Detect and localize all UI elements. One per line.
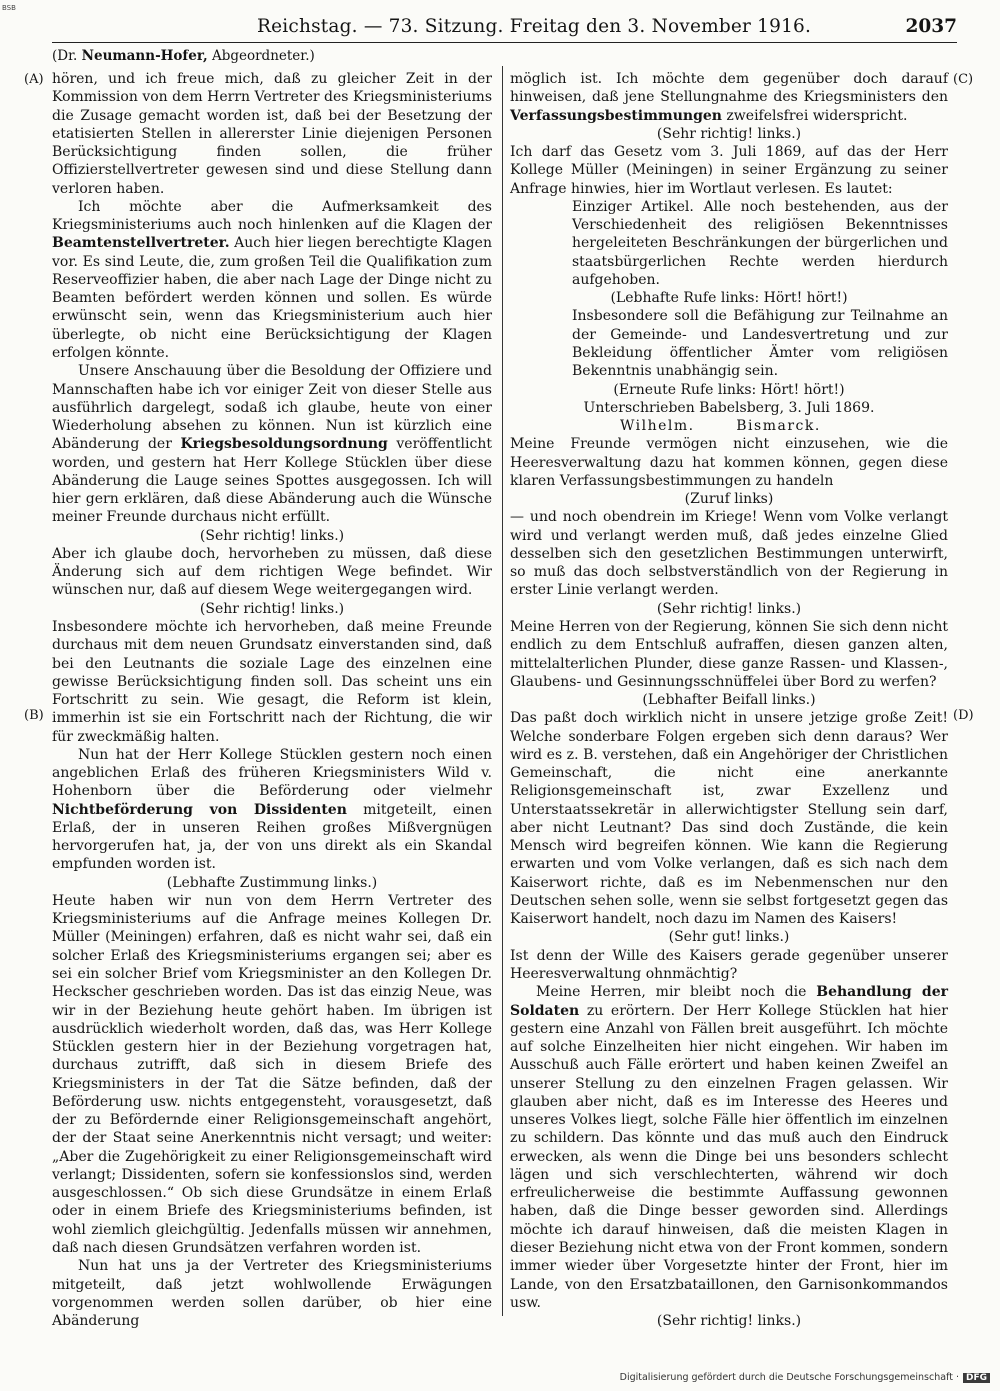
bold-term: Beamtenstellvertreter. — [52, 235, 230, 252]
interjection: (Sehr gut! links.) — [668, 929, 790, 946]
paragraph: Ich darf das Gesetz vom 3. Juli 1869, auf das der Herr Kollege Müller (Meiningen) in seiner Ergänzung zu seiner Anfrage hinwies, hier im Wortlaut verlesen. Es lautet: — [510, 144, 948, 197]
header-title: Reichstag. — 73. Sitzung. Freitag den 3. November 1916. — [257, 16, 812, 37]
paragraph: Meine Herren, mir bleibt noch die Behandlung der Soldaten zu erörtern. Der Herr Kollege Stücklen hat hier gestern eine Anzahl von Fällen breit ausgeführt. Ich möchte auf solche Einzelheiten hier nicht eingehen. Wir haben im Ausschuß auch Fälle erörtert und haben keinen Zweifel an unserer Stellung zu den einzelnen Fragen gelassen. Wir glauben aber nicht, daß es im Interesse des Heeres und unseres Volkes liegt, solche Fälle hier öffentlich im einzelnen zu schildern. Das könnte und das muß auch den Eindruck erwecken, als wenn die Dinge bei uns besonders schlecht lägen und sich verschlechterten, während wir doch erfreulicherweise die bestimmte Auffassung gewonnen haben, daß die Dinge besser geworden sind. Allerdings möchte ich darauf hinweisen, daß die meisten Klagen in dieser Beziehung nicht etwa von der Front kommen, sondern immer wieder über Vorgesetzte hinter der Front, hier im Lande, von den Ersatzbataillonen, den Garnisonkommandos usw. — [510, 984, 948, 1311]
interjection: (Sehr richtig! links.) — [656, 125, 802, 142]
running-header — [52, 16, 957, 43]
paragraph: Heute haben wir nun von dem Herrn Vertreter des Kriegsministeriums auf die Anfrage meines Kollegen Dr. Müller (Meiningen) erfahren, daß es nicht wahr sei, daß ein solcher Erlaß des Kriegsministeriums ergangen sei; aber es sei ein solcher Brief vom Kriegsminister an den Kollegen Dr. Heckscher geschrieben worden. Das ist das einzig Neue, was wir in der Beziehung heute gehört haben. Im übrigen ist ausdrücklich wiederholt worden, daß das, was Herr Kollege Stücklen gestern hier in der Beziehung vorgetragen hat, durchaus zutrifft, daß sich in diesem Briefe des Kriegsministers in der Tat die Sätze befinden, daß der Beförderung usw. nichts entgegensteht, vorausgesetzt, daß der zu Befördernde einer Religionsgemeinschaft angehört, der der Staat seine Anerkenntnis nicht versagt; und weiter: „Aber die Zugehörigkeit zu einer Religionsgemeinschaft wird verlangt; Dissidenten, sofern sie konfessionslos sind, werden ausgeschlossen.“ Ob sich diese Grundsätze in einem Erlaß oder in einem Briefe des Kriegsministeriums befinden, ist wohl ziemlich gleichgültig. Jedenfalls müssen wir annehmen, daß nach diesen Grundsätzen verfahren worden ist. — [52, 892, 492, 1256]
paragraph: Nun hat uns ja der Vertreter des Kriegsministeriums mitgeteilt, daß jetzt wohlwollende Erwägungen vorgenommen werden sollen darüber, ob hier eine Abänderung — [52, 1258, 492, 1330]
paragraph: Nun hat der Herr Kollege Stücklen gestern noch einen angeblichen Erlaß des früheren Kriegsministers Wild v. Hohenborn über die Beförderung oder vielmehr Nichtbeförderung von Dissidenten mitgeteilt, einen Erlaß, der in unseren Reihen großes Mißvergnügen hervorgerufen hat, ja, der von uns direkt als ein Skandal empfunden worden ist. — [52, 746, 492, 873]
interjection: (Lebhafte Rufe links: Hört! hört!) — [610, 290, 848, 307]
interjection: (Sehr richtig! links.) — [656, 1313, 802, 1330]
paragraph: Das paßt doch wirklich nicht in unsere jetzige große Zeit! Welche sonderbare Folgen ergeben sich denn daraus? Wer wird es z. B. verstehen, daß ein Angehöriger der Christlichen Gemeinschaft, die nicht eine anerkannte Religionsgemeinschaft ist, zwar Exzellenz und Unterstaatssekretär in allerwichtigster Stellung sein darf, aber nicht Leutnant? Das sind doch Zustände, die kein Mensch wird begreifen können. Wie kann die Regierung erwarten und vom Volke verlangen, daß es sich nach dem Kaiserwort richte, daß es im Nebenmenschen nur den Deutschen sehen solle, wenn sie selbst fortgesetzt gegen das Kaiserwort handelt, noch dazu im Namen des Kaisers! — [510, 710, 948, 928]
interjection: (Sehr richtig! links.) — [199, 527, 345, 544]
paragraph: Ich möchte aber die Aufmerksamkeit des Kriegsministeriums auch noch hinlenken auf die Klagen der Beamtenstellvertreter. Auch hier liegen berechtigte Klagen vor. Es sind Leute, die, zum großen Teil die Qualifikation zum Reserveoffizier haben, die aber nach Lage der Dinge nicht zu Beamten befördert werden können und sollen. Es würde erwünscht sein, wenn das Kriegsministerium auch hier überlegte, ob nicht eine Berücksichtigung der Klagen erfolgen könnte. — [52, 198, 492, 361]
bold-term: Verfassungsbestimmungen — [510, 107, 722, 124]
bold-term: Behandlung der Soldaten — [510, 984, 948, 1019]
interjection: (Lebhafter Beifall links.) — [642, 692, 816, 709]
margin-mark-d: (D) — [953, 708, 974, 723]
interjection: (Sehr richtig! links.) — [656, 600, 802, 617]
paragraph: Unsere Anschauung über die Besoldung der Offiziere und Mannschaften habe ich vor einiger Zeit von dieser Stelle aus ausführlich dargelegt, sodaß ich glaube, heute von einer Wiederholung absehen zu können. Nun ist kürzlich eine Abänderung der Kriegsbesoldungsordnung veröffentlicht worden, und gestern hat Herr Kollege Stücklen über diese Abänderung die Lauge seines Spottes ausgegossen. Ich will hier gern erklären, daß diese Abänderung auch die Wünsche meiner Freunde durchaus nicht erfüllt. — [52, 363, 492, 526]
page-number: 2037 — [905, 16, 957, 37]
signature-names: Wilhelm. Bismarck. — [620, 418, 821, 435]
signature-date: Unterschrieben Babelsberg, 3. Juli 1869. — [583, 399, 875, 416]
right-column — [510, 70, 948, 1330]
footer-text: Digitalisierung gefördert durch die Deutsche Forschungsgemeinschaft · — [619, 1372, 959, 1383]
paragraph: Meine Freunde vermögen nicht einzusehen, wie die Heeresverwaltung dazu hat kommen können, gegen diese klaren Verfassungsbestimmungen zu handeln — [510, 436, 948, 489]
margin-mark-c: (C) — [953, 72, 974, 87]
margin-mark-a: (A) — [24, 72, 44, 87]
speaker-line — [52, 48, 315, 64]
law-quote: Insbesondere soll die Befähigung zur Teilnahme an der Gemeinde- und Landesvertretung und zur Bekleidung öffentlicher Ämter vom religiösen Bekenntnis unabhängig sein. — [572, 308, 948, 380]
bold-term: Nichtbeförderung von Dissidenten — [52, 801, 347, 818]
speaker-name: Neumann-Hofer, — [81, 48, 208, 64]
paragraph: Insbesondere möchte ich hervorheben, daß meine Freunde durchaus mit dem neuen Grundsatz einverstanden sind, daß bei den Leutnants die soziale Lage des einzelnen eine gewisse Berücksichtigung finden soll. Das scheint uns ein Fortschritt zu sein. Wie gesagt, die Reform ist klein, immerhin ist sie ein Fortschritt nach der Richtung, die wir für zweckmäßig halten. — [52, 618, 492, 745]
interjection: (Sehr richtig! links.) — [199, 600, 345, 617]
bsb-watermark: BSB — [2, 4, 16, 12]
interjection: (Lebhafte Zustimmung links.) — [166, 874, 378, 891]
paragraph: — und noch obendrein im Kriege! Wenn vom Volke verlangt wird und verlangt werden muß, daß jedes einzelne Glied desselben sich den gesetzlichen Bestimmungen unterwirft, so muß das doch selbstverständlich von der Regierung in erster Linie verlangt werden. — [510, 509, 948, 599]
footer-credit — [620, 1372, 990, 1383]
speaker-role: Abgeordneter.) — [207, 48, 315, 64]
paragraph: möglich ist. Ich möchte dem gegenüber doch darauf hinweisen, daß jene Stellungnahme des Kriegsministers den Verfassungsbestimmungen zweifelsfrei widerspricht. — [510, 71, 948, 124]
paragraph: hören, und ich freue mich, daß zu gleicher Zeit in der Kommission von dem Herrn Vertreter des Kriegsministeriums die Zusage gemacht worden ist, daß bei der Besetzung der etatisierten Stellen in allererster Linie diejenigen Personen Berücksichtigung finden sollen, die früher Offizierstellvertreter gewesen sind und diese Stellung dann verloren haben. — [52, 71, 492, 197]
interjection: (Zuruf links) — [684, 491, 774, 508]
margin-mark-b: (B) — [24, 708, 44, 723]
dfg-logo: DFG — [963, 1373, 990, 1383]
speaker-open: (Dr. — [52, 48, 82, 64]
column-divider — [502, 66, 503, 1316]
paragraph: Aber ich glaube doch, hervorheben zu müssen, daß diese Änderung sich auf dem richtigen Wege befindet. Wir wünschen nur, daß auf diesem Wege weitergegangen wird. — [52, 545, 492, 599]
bold-term: Kriegsbesoldungsordnung — [180, 436, 388, 453]
paragraph: Ist denn der Wille des Kaisers gerade gegenüber unserer Heeresverwaltung ohnmächtig? — [510, 947, 948, 983]
paragraph: Meine Herren von der Regierung, können Sie sich denn nicht endlich zu dem Entschluß aufraffen, diesen ganzen alten, mittelalterlichen Plunder, diese ganze Rassen- und Klassen-, Glaubens- und Gesinnungsschnüffelei über Bord zu werfen? — [510, 618, 948, 690]
interjection: (Erneute Rufe links: Hört! hört!) — [613, 381, 845, 398]
left-column — [52, 70, 492, 1330]
law-quote: Einziger Artikel. Alle noch bestehenden, aus der Verschiedenheit des religiösen Bekenntnisses hergeleiteten Beschränkungen der bürgerlichen und staatsbürgerlichen Rechte werden hierdurch aufgehoben. — [572, 198, 948, 288]
